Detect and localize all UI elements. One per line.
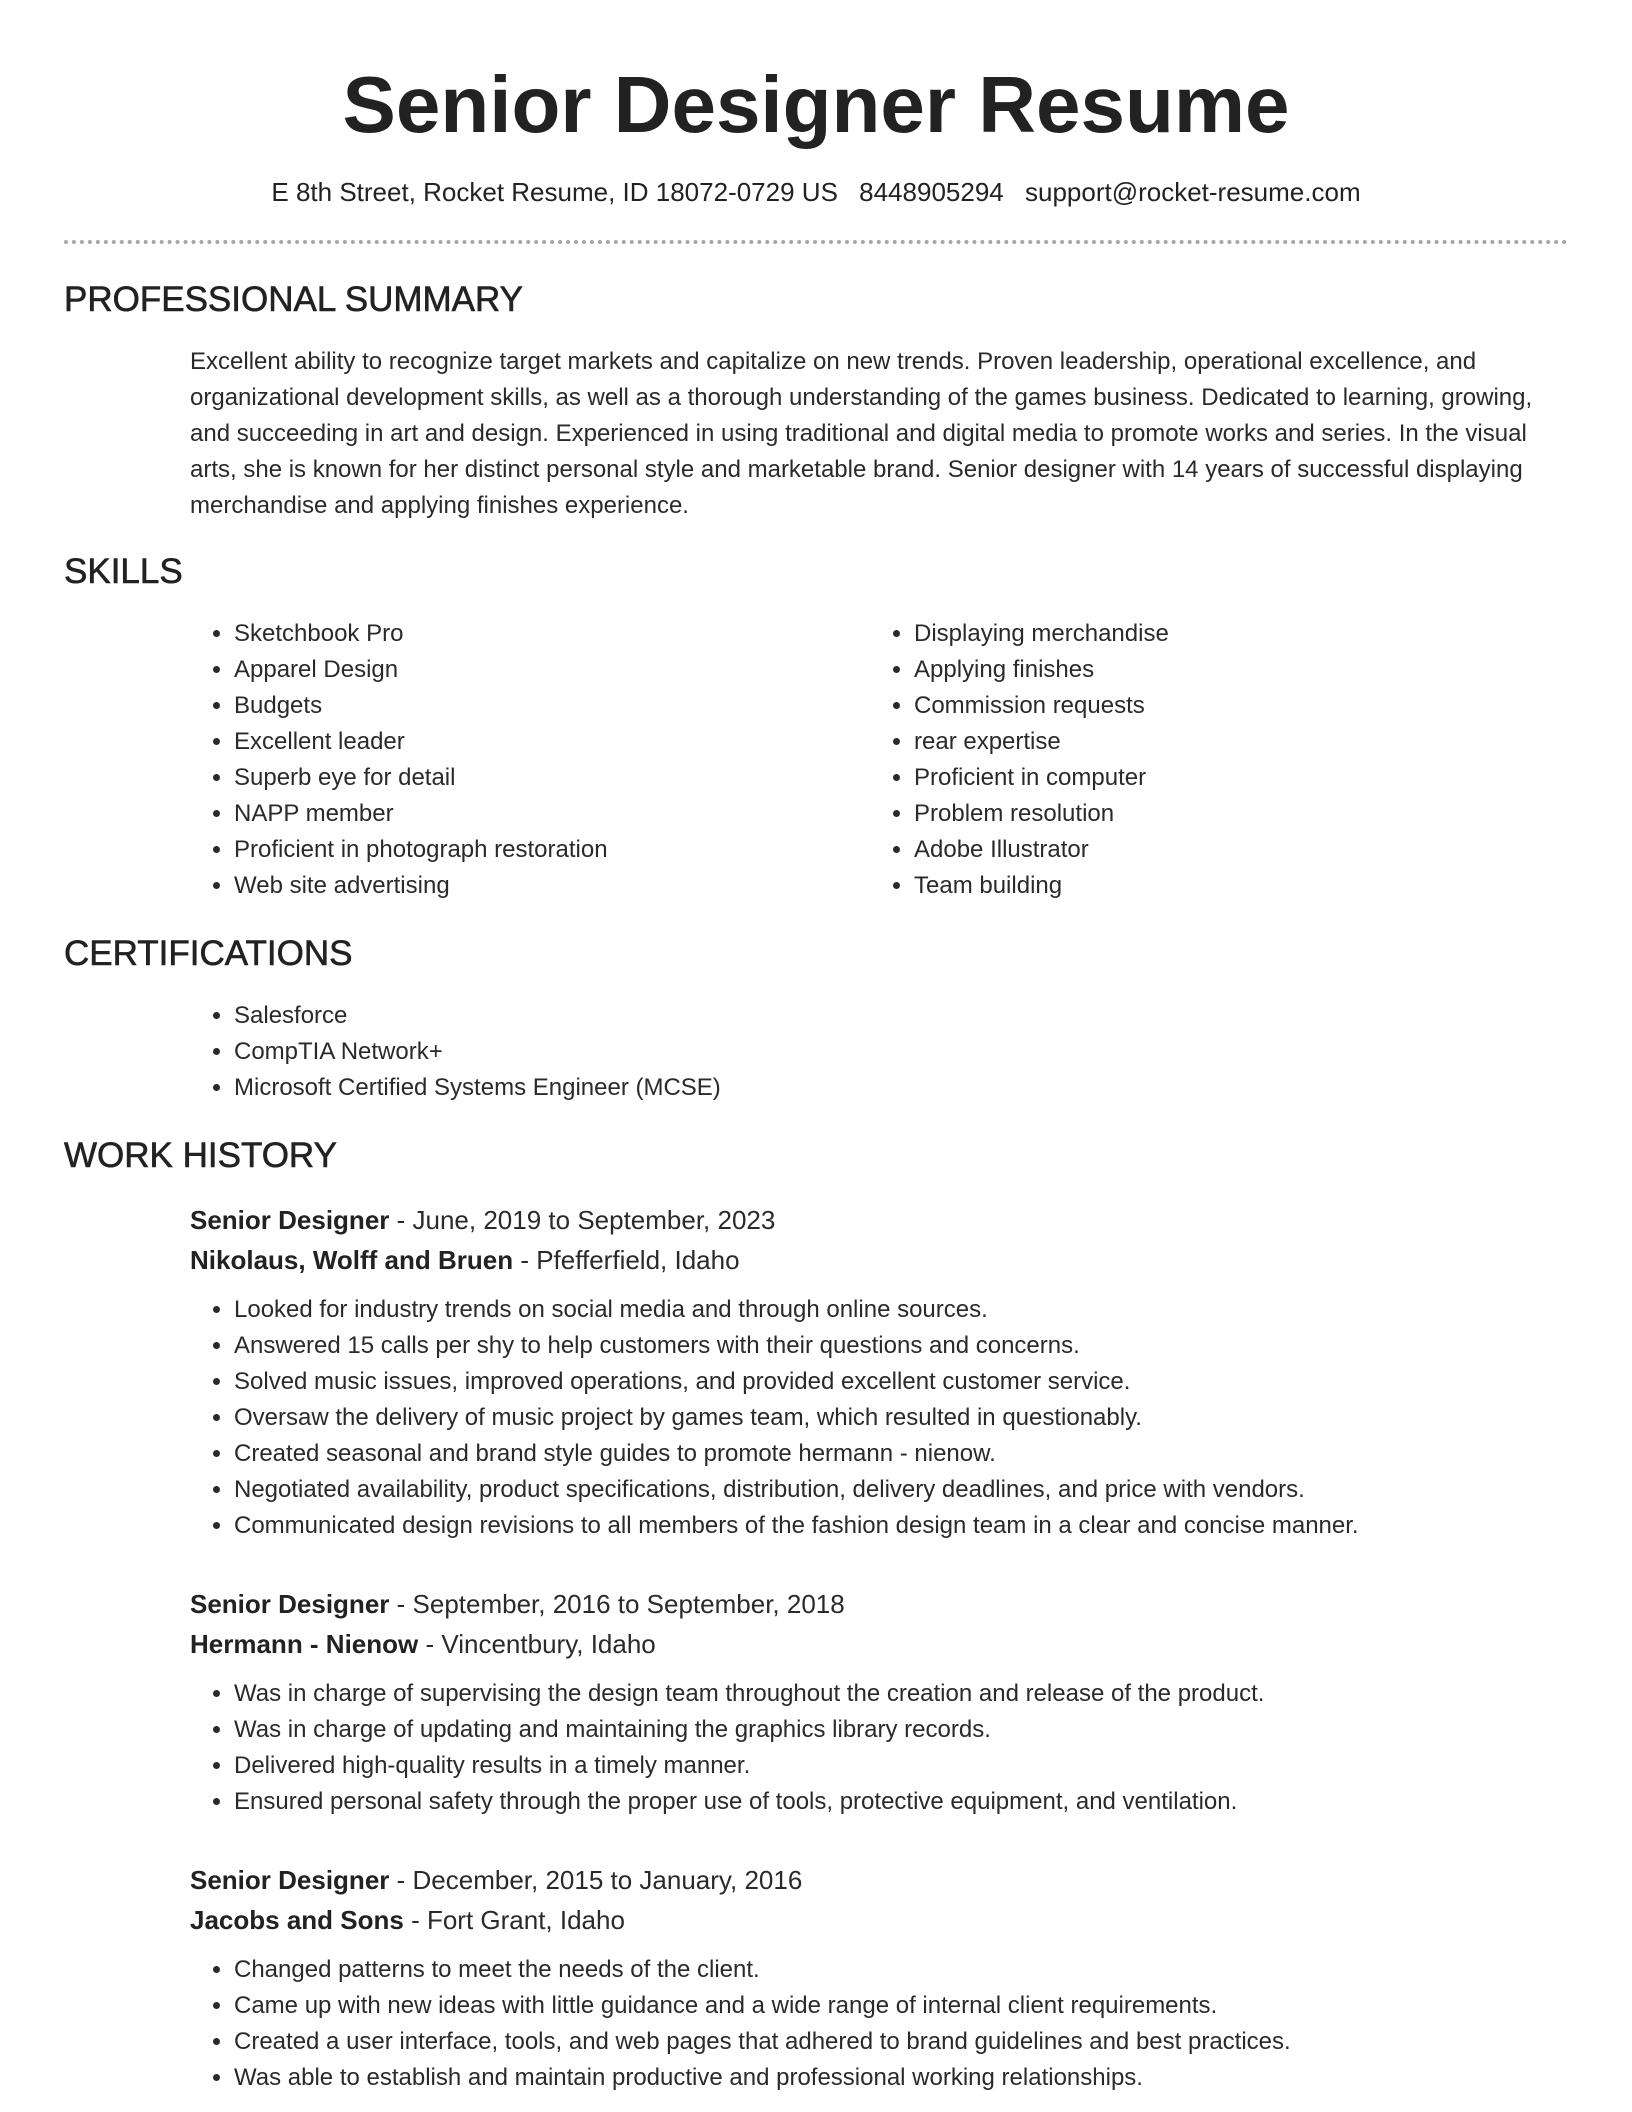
work-history-section [64,1134,1568,2096]
job-entry [190,1860,1568,2096]
summary-text: Excellent ability to recognize target markets and capitalize on new trends. Proven leadership, operational excellence, and organizational development skills, as well as a thorough understanding of the games business. Dedicated to learning, growing, and succeeding in art and design. Experienced in using traditional and digital media to promote works and series. In the visual arts, she is known for her distinct personal style and marketable brand. Senior designer with 14 years of successful displaying merchandise and applying finishes experience. [190,348,1533,519]
header-divider [64,240,1568,244]
job-location: Vincentbury, Idaho [441,1629,656,1659]
job-company: Nikolaus, Wolff and Bruen [190,1245,514,1275]
job-dates: December, 2015 to January, 2016 [412,1865,803,1895]
skill-item: • Commission requests [914,688,1550,724]
certifications-list [190,998,1568,1106]
certifications-section [64,932,1568,1106]
job-company-line: Hermann - Nienow - Vincentbury, Idaho [190,1629,656,1659]
skill-item: • NAPP member [234,796,870,832]
certification-item: • CompTIA Network+ [234,1034,1568,1070]
job-duty: • Ensured personal safety through the proper use of tools, protective equipment, and ventilation. [234,1784,1568,1820]
skills-columns [190,616,1568,904]
contact-phone: 8448905294 [859,177,1004,207]
job-duty: • Oversaw the delivery of music project by games team, which resulted in questionably. [234,1400,1568,1436]
job-title-line: Senior Designer - June, 2019 to September, 2023 [190,1205,776,1235]
job-entry [190,1200,1568,1544]
skill-item: • Proficient in computer [914,760,1550,796]
skill-item: • Apparel Design [234,652,870,688]
job-duties-list [190,1952,1568,2096]
resume-title: Senior Designer Resume [342,60,1290,149]
skill-item: • Proficient in photograph restoration [234,832,870,868]
job-company-line: Jacobs and Sons - Fort Grant, Idaho [190,1905,625,1935]
skill-item: • Superb eye for detail [234,760,870,796]
job-duties-list [190,1292,1568,1544]
job-duty: • Negotiated availability, product specifications, distribution, delivery deadlines, and price with vendors. [234,1472,1568,1508]
skill-item: • Applying finishes [914,652,1550,688]
job-duty: • Was in charge of updating and maintaining the graphics library records. [234,1712,1568,1748]
job-duty: • Created a user interface, tools, and web pages that adhered to brand guidelines and best practices. [234,2024,1568,2060]
job-title: Senior Designer [190,1865,390,1895]
certification-item: • Microsoft Certified Systems Engineer (MCSE) [234,1070,1568,1106]
summary-heading: PROFESSIONAL SUMMARY [64,280,523,319]
contact-email: support@rocket-resume.com [1024,177,1361,207]
skill-item: • rear expertise [914,724,1550,760]
job-duty: • Changed patterns to meet the needs of the client. [234,1952,1568,1988]
skill-item: • Web site advertising [234,868,870,904]
skill-item: • Excellent leader [234,724,870,760]
job-duty: • Created seasonal and brand style guides to promote hermann - nienow. [234,1436,1568,1472]
job-location: Pfefferfield, Idaho [536,1245,740,1275]
certifications-heading: CERTIFICATIONS [64,934,353,973]
job-duty: • Looked for industry trends on social media and through online sources. [234,1292,1568,1328]
job-company: Jacobs and Sons [190,1905,404,1935]
job-title-line: Senior Designer - September, 2016 to September, 2018 [190,1589,845,1619]
summary-section [64,278,1568,524]
certification-item: • Salesforce [234,998,1568,1034]
skills-list-right [870,616,1550,904]
job-company: Hermann - Nienow [190,1629,419,1659]
skills-column-right [870,616,1550,904]
skills-heading: SKILLS [64,552,183,591]
job-duty: • Came up with new ideas with little guidance and a wide range of internal client requirements. [234,1988,1568,2024]
job-duty: • Communicated design revisions to all members of the fashion design team in a clear and concise manner. [234,1508,1568,1544]
job-location: Fort Grant, Idaho [426,1905,625,1935]
contact-line [64,176,1568,208]
skill-item: • Sketchbook Pro [234,616,870,652]
job-title: Senior Designer [190,1205,390,1235]
job-duty: • Solved music issues, improved operations, and provided excellent customer service. [234,1364,1568,1400]
job-duty: • Was able to establish and maintain productive and professional working relationships. [234,2060,1568,2096]
work-history-heading: WORK HISTORY [64,1136,337,1175]
skills-section [64,550,1568,904]
skill-item: • Budgets [234,688,870,724]
skills-list-left [190,616,870,904]
job-duty: • Answered 15 calls per shy to help customers with their questions and concerns. [234,1328,1568,1364]
job-dates: June, 2019 to September, 2023 [412,1205,776,1235]
job-duty: • Was in charge of supervising the design team throughout the creation and release of the product. [234,1676,1568,1712]
job-title-line: Senior Designer - December, 2015 to January, 2016 [190,1865,803,1895]
contact-address: E 8th Street, Rocket Resume, ID 18072-0729 US [271,177,838,207]
skill-item: • Adobe Illustrator [914,832,1550,868]
job-company-line: Nikolaus, Wolff and Bruen - Pfefferfield, Idaho [190,1245,740,1275]
skill-item: • Displaying merchandise [914,616,1550,652]
job-duty: • Delivered high-quality results in a timely manner. [234,1748,1568,1784]
job-title: Senior Designer [190,1589,390,1619]
job-dates: September, 2016 to September, 2018 [412,1589,845,1619]
certifications-list-wrap [190,998,1568,1106]
job-entry [190,1584,1568,1820]
job-duties-list [190,1676,1568,1820]
skill-item: • Problem resolution [914,796,1550,832]
skill-item: • Team building [914,868,1550,904]
skills-column-left [190,616,870,904]
